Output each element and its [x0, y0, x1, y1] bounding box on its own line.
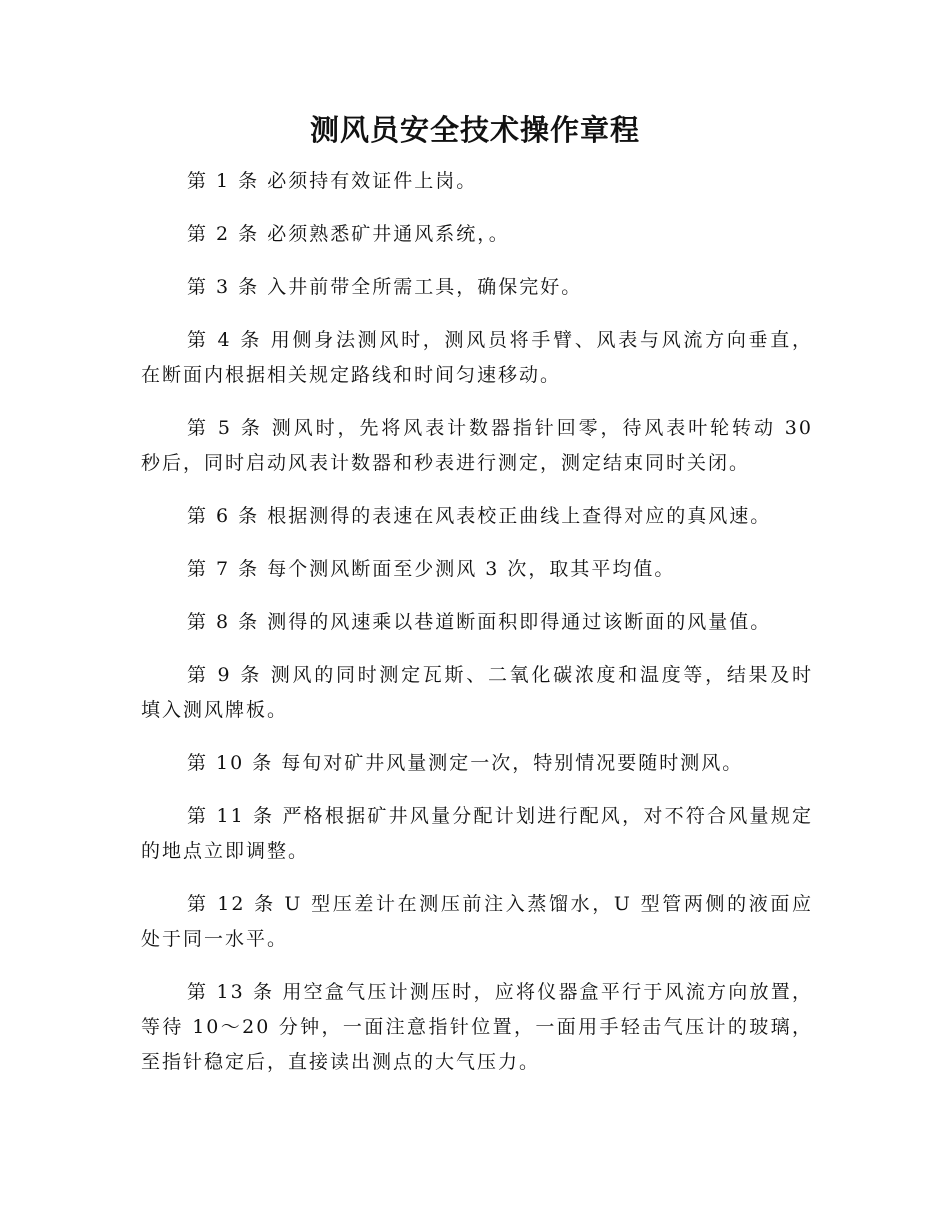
document-body [141, 164, 813, 1098]
article-2: 第 2 条 必须熟悉矿井通风系统，。 [187, 223, 510, 245]
article-12: 第 12 条 U 型压差计在测压前注入蒸馏水，U 型管两侧的液面应处于同一水平。 [141, 893, 813, 950]
article-8: 第 8 条 测得的风速乘以巷道断面积即得通过该断面的风量值。 [187, 611, 772, 633]
article-5: 第 5 条 测风时，先将风表计数器指针回零，待风表叶轮转动 30 秒后，同时启动风表计数器和秒表进行测定，测定结束同时关闭。 [141, 417, 813, 474]
article-6: 第 6 条 根据测得的表速在风表校正曲线上查得对应的真风速。 [187, 505, 772, 527]
article-1: 第 1 条 必须持有效证件上岗。 [187, 170, 478, 192]
article-3: 第 3 条 入井前带全所需工具，确保完好。 [187, 276, 583, 298]
article-13: 第 13 条 用空盒气压计测压时，应将仪器盒平行于风流方向放置，等待 10～20 分钟，一面注意指针位置，一面用手轻击气压计的玻璃，至指针稳定后，直接读出测点的大气压力。 [141, 981, 813, 1073]
article-9: 第 9 条 测风的同时测定瓦斯、二氧化碳浓度和温度等，结果及时填入测风牌板。 [141, 664, 813, 721]
document-title: 测风员安全技术操作章程 [309, 113, 640, 147]
article-4: 第 4 条 用侧身法测风时，测风员将手臂、风表与风流方向垂直，在断面内根据相关规定路线和时间匀速移动。 [141, 329, 813, 386]
article-11: 第 11 条 严格根据矿井风量分配计划进行配风，对不符合风量规定的地点立即调整。 [141, 805, 813, 862]
article-7: 第 7 条 每个测风断面至少测风 3 次，取其平均值。 [187, 558, 676, 580]
article-10: 第 10 条 每旬对矿井风量测定一次，特别情况要随时测风。 [187, 752, 744, 774]
